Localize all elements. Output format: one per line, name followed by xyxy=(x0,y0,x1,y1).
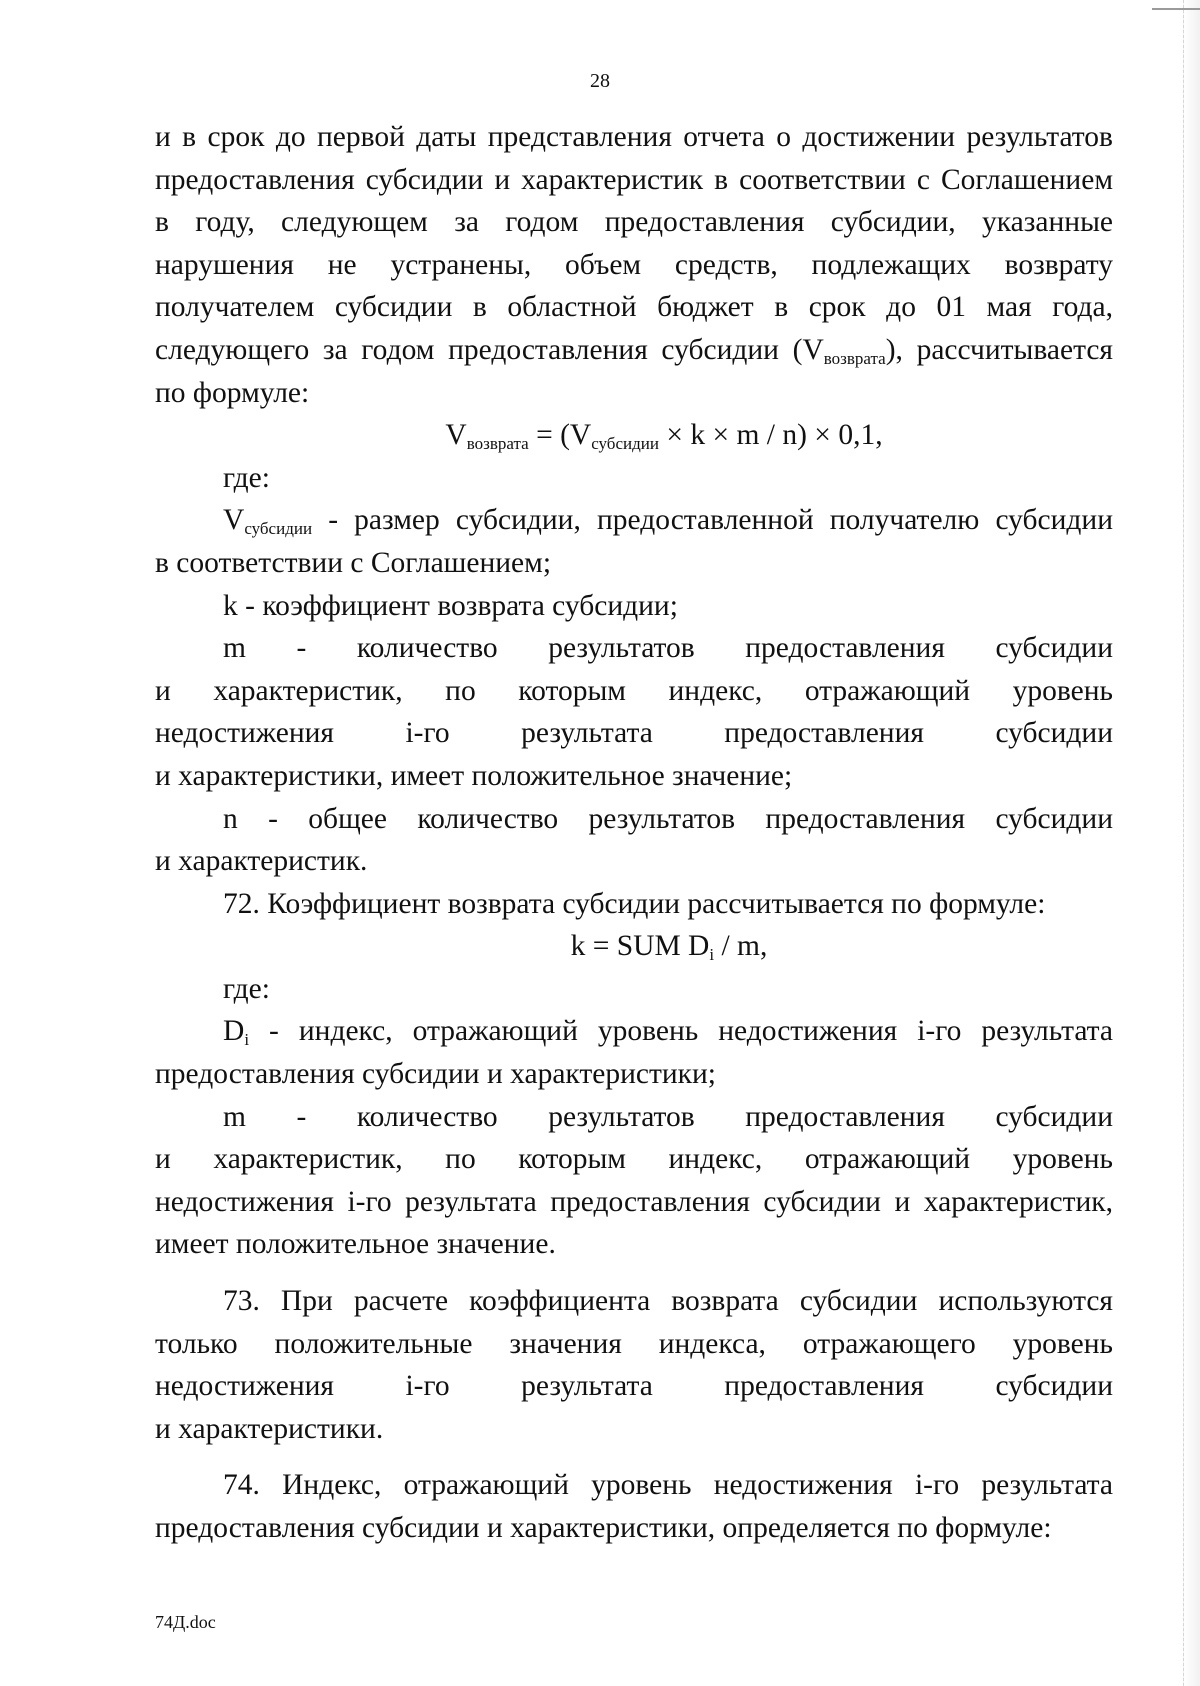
scan-edge xyxy=(1183,0,1200,1686)
paragraph-intro xyxy=(155,116,1113,414)
text-fragment: ), рассчитывается xyxy=(885,333,1113,366)
spacer xyxy=(155,1450,1113,1464)
file-name-footer: 74Д.doc xyxy=(155,1612,216,1632)
where-label: где: xyxy=(223,461,270,494)
subscript: i xyxy=(244,1030,250,1050)
text-line: 74. Индекс, отражающий уровень недостижения i-го результата xyxy=(223,1469,1113,1502)
text-line: по формуле: xyxy=(155,376,310,409)
text-line: имеет положительное значение. xyxy=(155,1228,556,1261)
text-line: и характеристики, имеет положительное значение; xyxy=(155,759,793,792)
paragraph-72: 72. Коэффициент возврата субсидии рассчитывается по формуле: xyxy=(223,887,1046,920)
text-line: и характеристик, по которым индекс, отражающий уровень xyxy=(155,1143,1113,1176)
text-line: m - количество результатов предоставления субсидии xyxy=(223,1100,1113,1133)
text-line: недостижения i-го результата предоставления субсидии xyxy=(155,1370,1113,1403)
page-number: 28 xyxy=(590,70,610,92)
definition-m-2 xyxy=(155,1096,1113,1266)
text-line: получателем субсидии в областной бюджет в срок до 01 мая года, xyxy=(155,291,1113,324)
text-line: предоставления субсидии и характеристик в соответствии с Соглашением xyxy=(155,163,1113,196)
text-line: и характеристики. xyxy=(155,1412,384,1445)
formula-v-return: $V_{возврата} = (V_{субсидии} \times k \times m / n) \times 0,1$, xyxy=(445,419,883,454)
definition-n xyxy=(155,798,1113,883)
text-line: нарушения не устранены, объем средств, подлежащих возврату xyxy=(155,248,1113,281)
where-label: где: xyxy=(223,972,270,1005)
text-line: недостижения i-го результата предоставления субсидии и характеристик, xyxy=(155,1185,1113,1218)
text-line: m - количество результатов предоставления субсидии xyxy=(223,632,1113,665)
document-body xyxy=(155,116,1113,1550)
scan-edge-mark xyxy=(1152,8,1200,10)
definition-m-1 xyxy=(155,627,1113,797)
subscript: возврата xyxy=(466,434,529,454)
text-line: в году, следующем за годом предоставления субсидии, указанные xyxy=(155,206,1113,239)
formula-k: k = SUM $D_i$ / m, xyxy=(570,930,768,965)
text-line: $D_i$ - индекс, отражающий уровень недостижения i-го результата xyxy=(223,1015,1113,1050)
text-line: и характеристик. xyxy=(155,845,368,878)
spacer xyxy=(155,1266,1113,1280)
text-line: n - общее количество результатов предоставления субсидии xyxy=(223,802,1113,835)
text-line: 73. При расчете коэффициента возврата субсидии используются xyxy=(223,1285,1113,1318)
text-line: $V_{субсидии}$ - размер субсидии, предоставленной получателю субсидии xyxy=(223,504,1113,539)
definition-k: k - коэффициент возврата субсидии; xyxy=(223,589,678,622)
text-line xyxy=(155,329,1113,372)
subscript: возврата xyxy=(823,348,886,368)
text-fragment: следующего за годом предоставления субсидии (V xyxy=(155,333,824,366)
definition-d xyxy=(155,1010,1113,1095)
text-line: только положительные значения индекса, отражающего уровень xyxy=(155,1327,1113,1360)
subscript: i xyxy=(709,945,715,965)
text-line: недостижения i-го результата предоставления субсидии xyxy=(155,717,1113,750)
definition-v-subsidy xyxy=(155,499,1113,584)
subscript: субсидии xyxy=(591,434,659,454)
text-line: предоставления субсидии и характеристики; xyxy=(155,1058,716,1091)
subscript: субсидии xyxy=(244,519,313,539)
paragraph-74 xyxy=(155,1464,1113,1549)
paragraph-73 xyxy=(155,1280,1113,1450)
text-line: и характеристик, по которым индекс, отражающий уровень xyxy=(155,674,1113,707)
text-line: в соответствии с Соглашением; xyxy=(155,546,552,579)
text-line: предоставления субсидии и характеристики, определяется по формуле: xyxy=(155,1512,1052,1544)
text-line: и в срок до первой даты представления отчета о достижении результатов xyxy=(155,121,1113,153)
